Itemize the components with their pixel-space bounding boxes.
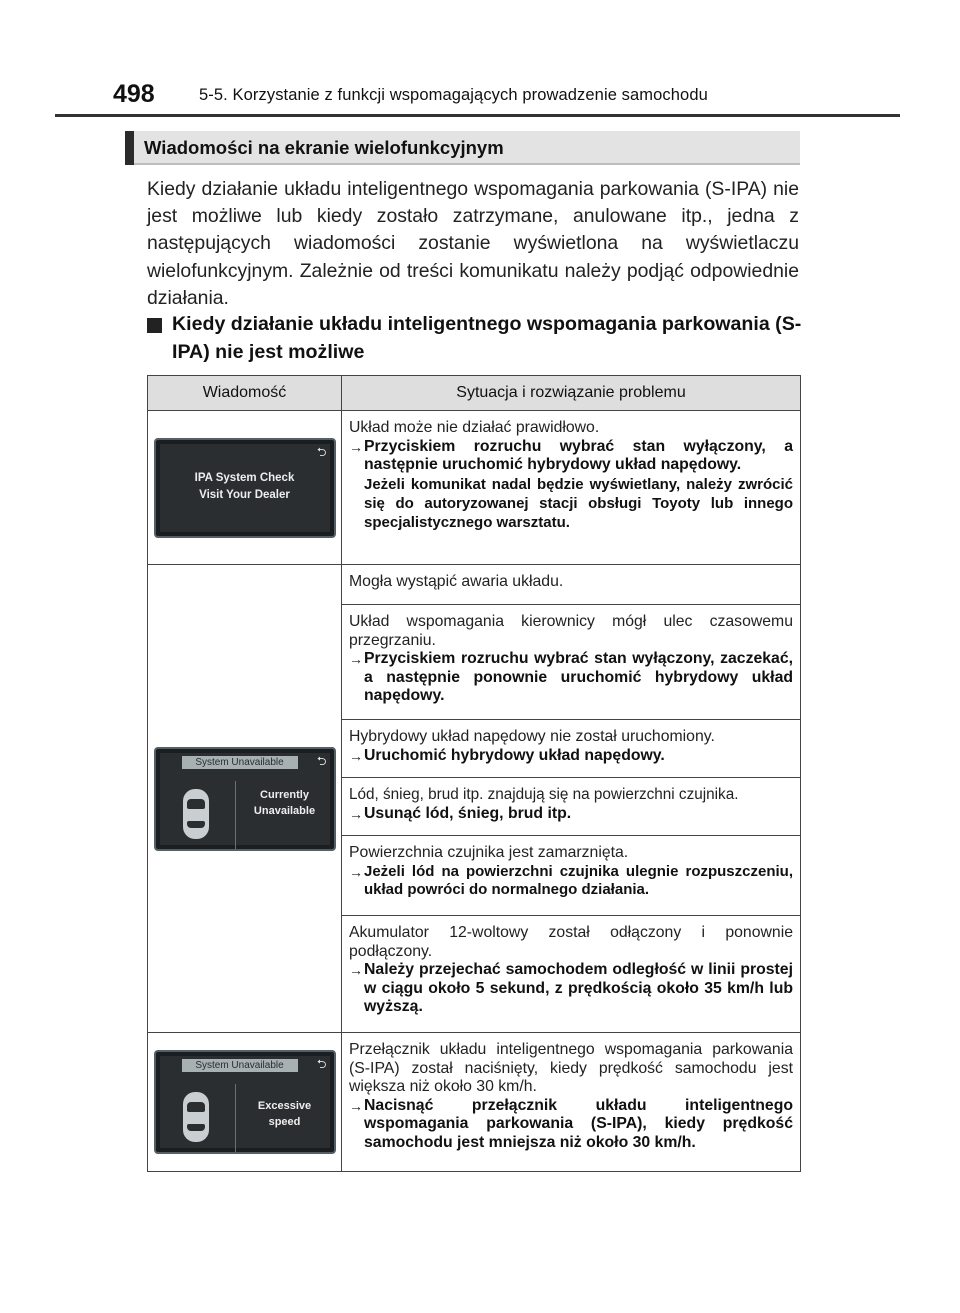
back-icon: ⮌ xyxy=(316,753,327,768)
situation-cell xyxy=(342,565,801,605)
situation-cell xyxy=(342,605,801,720)
section-marker xyxy=(125,131,134,165)
back-icon: ⮌ xyxy=(316,1057,327,1071)
column-header-message: Wiadomość xyxy=(148,376,342,411)
display-divider xyxy=(235,1084,236,1152)
display-text-line: Unavailable xyxy=(253,804,316,817)
action-step xyxy=(349,747,793,766)
action-text: Należy przejechać samochodem odległość w linii prostej w ciągu około 5 sekund, z prędkością około 35 km/h lub wyższą. xyxy=(364,961,793,1016)
arrow-right-icon: → xyxy=(349,651,363,668)
arrow-right-icon: → xyxy=(349,1097,363,1114)
action-step xyxy=(349,863,793,900)
table-header-row xyxy=(148,376,801,411)
display-text-line: IPA System Check xyxy=(194,471,295,484)
situation-text: Przełącznik układu inteligentnego wspomagania parkowania (S-IPA) został naciśnięty, kiedy prędkość samochodu jest większa niż około 30 km/h. xyxy=(349,1041,793,1096)
action-step xyxy=(349,438,793,475)
display-system-unavailable xyxy=(154,747,336,851)
action-note: Jeżeli komunikat nadal będzie wyświetlany, należy zwrócić się do autoryzowanej stacji obsługi Toyoty lub innego specjalistycznego warsztatu. xyxy=(364,475,793,531)
back-icon: ⮌ xyxy=(316,444,327,459)
intro-paragraph: Kiedy działanie układu inteligentnego wspomagania parkowania (S-IPA) nie jest możliwe lub kiedy zostało zatrzymane, anulowane itp., jedna z następujących wiadomości zostanie wyświetlona na wyświetlaczu wielofunkcyjnym. Zależnie od treści komunikatu należy podjąć odpowiednie działania. xyxy=(147,178,799,309)
messages-table xyxy=(147,375,801,1172)
table-row xyxy=(148,411,801,565)
situation-cell xyxy=(342,778,801,836)
header-rule xyxy=(55,114,900,117)
arrow-right-icon: → xyxy=(349,863,363,880)
action-step xyxy=(349,961,793,1017)
situation-cell xyxy=(342,836,801,916)
arrow-right-icon: → xyxy=(349,962,363,979)
situation-text: Powierzchnia czujnika jest zamarznięta. xyxy=(349,844,629,861)
message-cell xyxy=(148,565,342,1033)
section-title: Wiadomości na ekranie wielofunkcyjnym xyxy=(144,137,504,158)
action-text: Uruchomić hybrydowy układ napędowy. xyxy=(364,746,665,764)
column-header-situation: Sytuacja i rozwiązanie problemu xyxy=(342,376,801,411)
display-header-label: System Unavailable xyxy=(182,1059,298,1072)
chapter-title: 5-5. Korzystanie z funkcji wspomagających prowadzenie samochodu xyxy=(199,86,708,104)
situation-text: Układ może nie działać prawidłowo. xyxy=(349,419,600,436)
situation-cell xyxy=(342,916,801,1033)
action-text: Usunąć lód, śnieg, brud itp. xyxy=(364,804,572,822)
arrow-right-icon: → xyxy=(349,805,363,822)
situation-text: Hybrydowy układ napędowy nie został uruchomiony. xyxy=(349,728,715,745)
situation-text: Mogła wystąpić awaria układu. xyxy=(349,573,564,590)
display-text-line: Excessive speed xyxy=(257,1100,312,1128)
action-step xyxy=(349,805,793,824)
arrow-right-icon: → xyxy=(349,438,363,455)
display-divider xyxy=(235,781,236,849)
display-ipa-system-check xyxy=(154,438,336,538)
message-cell xyxy=(148,411,342,565)
message-cell xyxy=(148,1033,342,1172)
display-text-line: Currently xyxy=(260,788,309,801)
action-step xyxy=(349,650,793,706)
subsection-square-icon xyxy=(147,318,162,333)
display-header-label: System Unavailable xyxy=(182,756,298,769)
action-text: Jeżeli lód na powierzchni czujnika ulegnie rozpuszczeniu, układ powróci do normalnego działania. xyxy=(364,862,793,899)
display-excessive-speed xyxy=(154,1050,336,1154)
subsection-title: Kiedy działanie układu inteligentnego wspomagania parkowania (S-IPA) nie jest możliwe xyxy=(172,313,802,363)
car-icon xyxy=(183,1092,209,1142)
action-text: Przyciskiem rozruchu wybrać stan wyłączony, a następnie uruchomić hybrydowy układ napędowy. xyxy=(364,437,793,474)
situation-cell xyxy=(342,411,801,565)
situation-text: Lód, śnieg, brud itp. znajdują się na powierzchni czujnika. xyxy=(349,786,739,803)
arrow-right-icon: → xyxy=(349,747,363,764)
action-text: Nacisnąć przełącznik układu inteligentnego wspomagania parkowania (S-IPA), kiedy prędkość samochodu jest mniejsza niż około 30 km/h. xyxy=(364,1096,793,1151)
situation-text: Akumulator 12-woltowy został odłączony i ponownie podłączony. xyxy=(349,924,793,960)
table-row xyxy=(148,1033,801,1172)
situation-cell xyxy=(342,720,801,778)
situation-text: Układ wspomagania kierownicy mógł ulec czasowemu przegrzaniu. xyxy=(349,613,793,649)
page-number: 498 xyxy=(113,80,155,108)
table-row xyxy=(148,565,801,605)
display-text-line: Visit Your Dealer xyxy=(199,488,290,501)
section-heading-bar xyxy=(125,131,800,165)
action-text: Przyciskiem rozruchu wybrać stan wyłączony, zaczekać, a następnie ponownie uruchomić hybrydowy układ napędowy. xyxy=(364,650,793,705)
action-step xyxy=(349,1097,793,1153)
car-icon xyxy=(183,789,209,839)
situation-cell xyxy=(342,1033,801,1172)
